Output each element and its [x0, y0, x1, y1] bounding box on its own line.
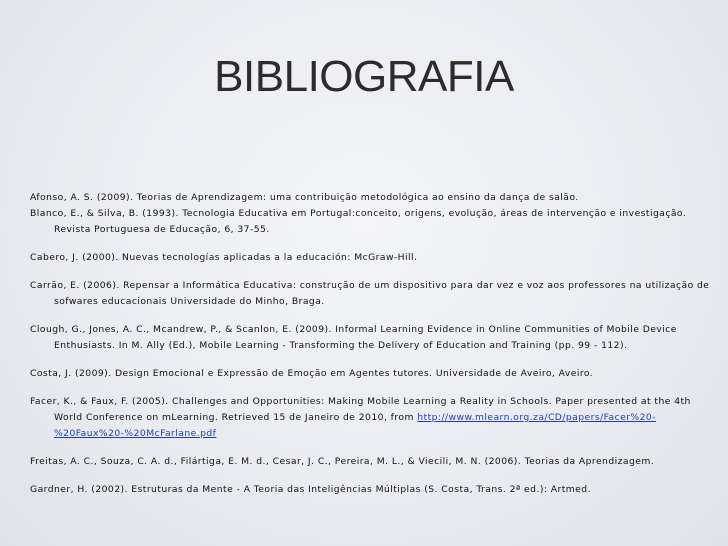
reference-item: Clough, G., Jones, A. C., Mcandrew, P., & Scanlon, E. (2009). Informal Learning Evidence in Online Communities of Mobile Device Enthusiasts. In M. Ally (Ed.), Mobile Learning - Transforming the Delivery of Education and Training (pp. 99 - 112).: [30, 324, 677, 351]
reference-item: Cabero, J. (2000). Nuevas tecnologías aplicadas a la educación: McGraw-Hill.: [30, 252, 418, 263]
reference-item: [30, 394, 715, 442]
reference-item: Afonso, A. S. (2009). Teorias de Aprendizagem: uma contribuição metodológica ao ensino da dança de salão.: [30, 192, 579, 203]
reference-item: Gardner, H. (2002). Estruturas da Mente - A Teoria das Inteligências Múltiplas (S. Costa, Trans. 2ª ed.): Artmed.: [30, 484, 591, 495]
reference-item: Carrão, E. (2006). Repensar a Informática Educativa: construção de um dispositivo para dar vez e voz aos professores na utilização de sofwares educacionais Universidade do Minho, Braga.: [30, 280, 710, 307]
reference-text: Facer, K., & Faux, F. (2005). Challenges and Opportunities: Making Mobile Learning a Reality in Schools. Paper presented at the 4th World Conference on mLearning. Retrieved 15 de Janeiro de 2010, from: [30, 396, 691, 423]
reference-link[interactable]: http://www.mlearn.org.za/CD/papers/Facer%20-%20Faux%20-%20McFarlane.pdf: [54, 412, 656, 439]
slide-title: BIBLIOGRAFIA: [214, 52, 514, 101]
reference-item: Freitas, A. C., Souza, C. A. d., Filártiga, E. M. d., Cesar, J. C., Pereira, M. L., & Viecili, M. N. (2006). Teorias da Aprendizagem.: [30, 456, 655, 467]
reference-list: [30, 190, 715, 498]
reference-item: Costa, J. (2009). Design Emocional e Expressão de Emoção em Agentes tutores. Universidade de Aveiro, Aveiro.: [30, 368, 594, 379]
reference-item: Blanco, E., & Silva, B. (1993). Tecnologia Educativa em Portugal:conceito, origens, evolução, áreas de intervenção e investigação. Revista Portuguesa de Educação, 6, 37-55.: [30, 208, 687, 235]
